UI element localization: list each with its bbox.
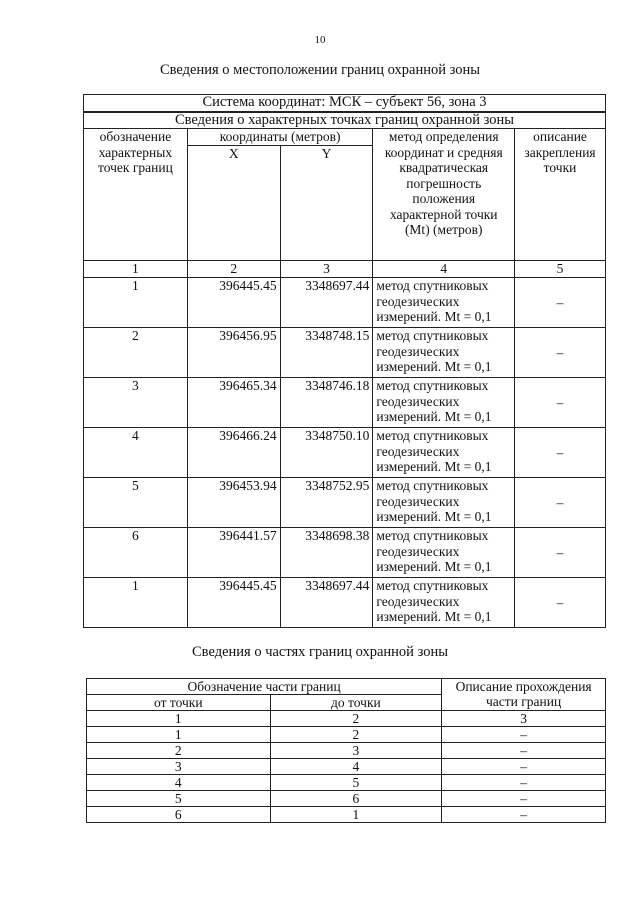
column-number: 3 [280, 261, 373, 278]
point-id-cell: 3 [84, 378, 188, 428]
y-coordinate-cell: 3348697.44 [280, 278, 373, 328]
y-coordinate-cell: 3348752.95 [280, 478, 373, 528]
from-point-cell: 5 [87, 791, 271, 807]
header-x: X [187, 146, 280, 261]
header-coordinates: координаты (метров) [187, 129, 373, 146]
fixing-description-cell: – [515, 378, 606, 428]
table-row [87, 727, 606, 743]
coordinate-system-row: Система координат: МСК – субъект 56, зона 3 [84, 95, 606, 112]
x-coordinate-cell: 396453.94 [187, 478, 280, 528]
page-number: 10 [314, 34, 326, 46]
fixing-description-cell: – [515, 478, 606, 528]
part-description-cell: – [442, 759, 606, 775]
to-point-cell: 1 [270, 807, 442, 823]
table-row [87, 791, 606, 807]
column-number: 4 [373, 261, 515, 278]
header-y: Y [280, 146, 373, 261]
method-cell: метод спутниковых геодезических измерений. Mt = 0,1 [373, 528, 515, 578]
column-number: 1 [87, 711, 271, 727]
fixing-description-cell: – [515, 328, 606, 378]
y-coordinate-cell: 3348746.18 [280, 378, 373, 428]
section-title-parts: Сведения о частях границ охранной зоны [192, 644, 448, 660]
to-point-cell: 6 [270, 791, 442, 807]
header-point-designation: обозначение характерных точек границ [84, 129, 188, 261]
to-point-cell: 4 [270, 759, 442, 775]
x-coordinate-cell: 396445.45 [187, 278, 280, 328]
part-description-cell: – [442, 791, 606, 807]
header-method: метод определения координат и средняя квадратическая погрешность положения характерной точки (Mt) (метров) [373, 129, 515, 261]
part-description-cell: – [442, 743, 606, 759]
header-part-designation: Обозначение части границ [87, 679, 442, 695]
header-from-point: от точки [87, 695, 271, 711]
method-cell: метод спутниковых геодезических измерений. Mt = 0,1 [373, 578, 515, 628]
part-description-cell: – [442, 775, 606, 791]
header-part-description: Описание прохождения части границ [442, 679, 606, 711]
y-coordinate-cell: 3348698.38 [280, 528, 373, 578]
column-number: 5 [515, 261, 606, 278]
part-description-cell: – [442, 727, 606, 743]
table-row [84, 278, 606, 328]
method-cell: метод спутниковых геодезических измерений. Mt = 0,1 [373, 428, 515, 478]
table-row [84, 578, 606, 628]
y-coordinate-cell: 3348697.44 [280, 578, 373, 628]
from-point-cell: 6 [87, 807, 271, 823]
x-coordinate-cell: 396456.95 [187, 328, 280, 378]
fixing-description-cell: – [515, 528, 606, 578]
fixing-description-cell: – [515, 428, 606, 478]
x-coordinate-cell: 396466.24 [187, 428, 280, 478]
table-row [87, 743, 606, 759]
point-id-cell: 1 [84, 278, 188, 328]
table-row [87, 759, 606, 775]
column-number: 3 [442, 711, 606, 727]
header-fixing-description: описание закрепления точки [515, 129, 606, 261]
method-cell: метод спутниковых геодезических измерений. Mt = 0,1 [373, 328, 515, 378]
x-coordinate-cell: 396441.57 [187, 528, 280, 578]
x-coordinate-cell: 396465.34 [187, 378, 280, 428]
to-point-cell: 3 [270, 743, 442, 759]
boundary-points-table [83, 94, 606, 628]
table-row [84, 378, 606, 428]
from-point-cell: 3 [87, 759, 271, 775]
point-id-cell: 4 [84, 428, 188, 478]
table-row [87, 775, 606, 791]
column-number: 2 [270, 711, 442, 727]
table-row [84, 528, 606, 578]
x-coordinate-cell: 396445.45 [187, 578, 280, 628]
point-id-cell: 1 [84, 578, 188, 628]
part-description-cell: – [442, 807, 606, 823]
table-row [84, 478, 606, 528]
table-row [87, 807, 606, 823]
y-coordinate-cell: 3348748.15 [280, 328, 373, 378]
header-to-point: до точки [270, 695, 442, 711]
point-id-cell: 2 [84, 328, 188, 378]
fixing-description-cell: – [515, 578, 606, 628]
column-number: 2 [187, 261, 280, 278]
from-point-cell: 2 [87, 743, 271, 759]
fixing-description-cell: – [515, 278, 606, 328]
table-row [84, 328, 606, 378]
to-point-cell: 2 [270, 727, 442, 743]
point-id-cell: 5 [84, 478, 188, 528]
to-point-cell: 5 [270, 775, 442, 791]
y-coordinate-cell: 3348750.10 [280, 428, 373, 478]
method-cell: метод спутниковых геодезических измерений. Mt = 0,1 [373, 478, 515, 528]
method-cell: метод спутниковых геодезических измерений. Mt = 0,1 [373, 278, 515, 328]
point-id-cell: 6 [84, 528, 188, 578]
from-point-cell: 1 [87, 727, 271, 743]
points-info-row: Сведения о характерных точках границ охранной зоны [84, 112, 606, 129]
method-cell: метод спутниковых геодезических измерений. Mt = 0,1 [373, 378, 515, 428]
from-point-cell: 4 [87, 775, 271, 791]
column-number: 1 [84, 261, 188, 278]
section-title-location: Сведения о местоположении границ охранной зоны [159, 62, 480, 78]
boundary-parts-table [86, 678, 606, 823]
table-row [84, 428, 606, 478]
